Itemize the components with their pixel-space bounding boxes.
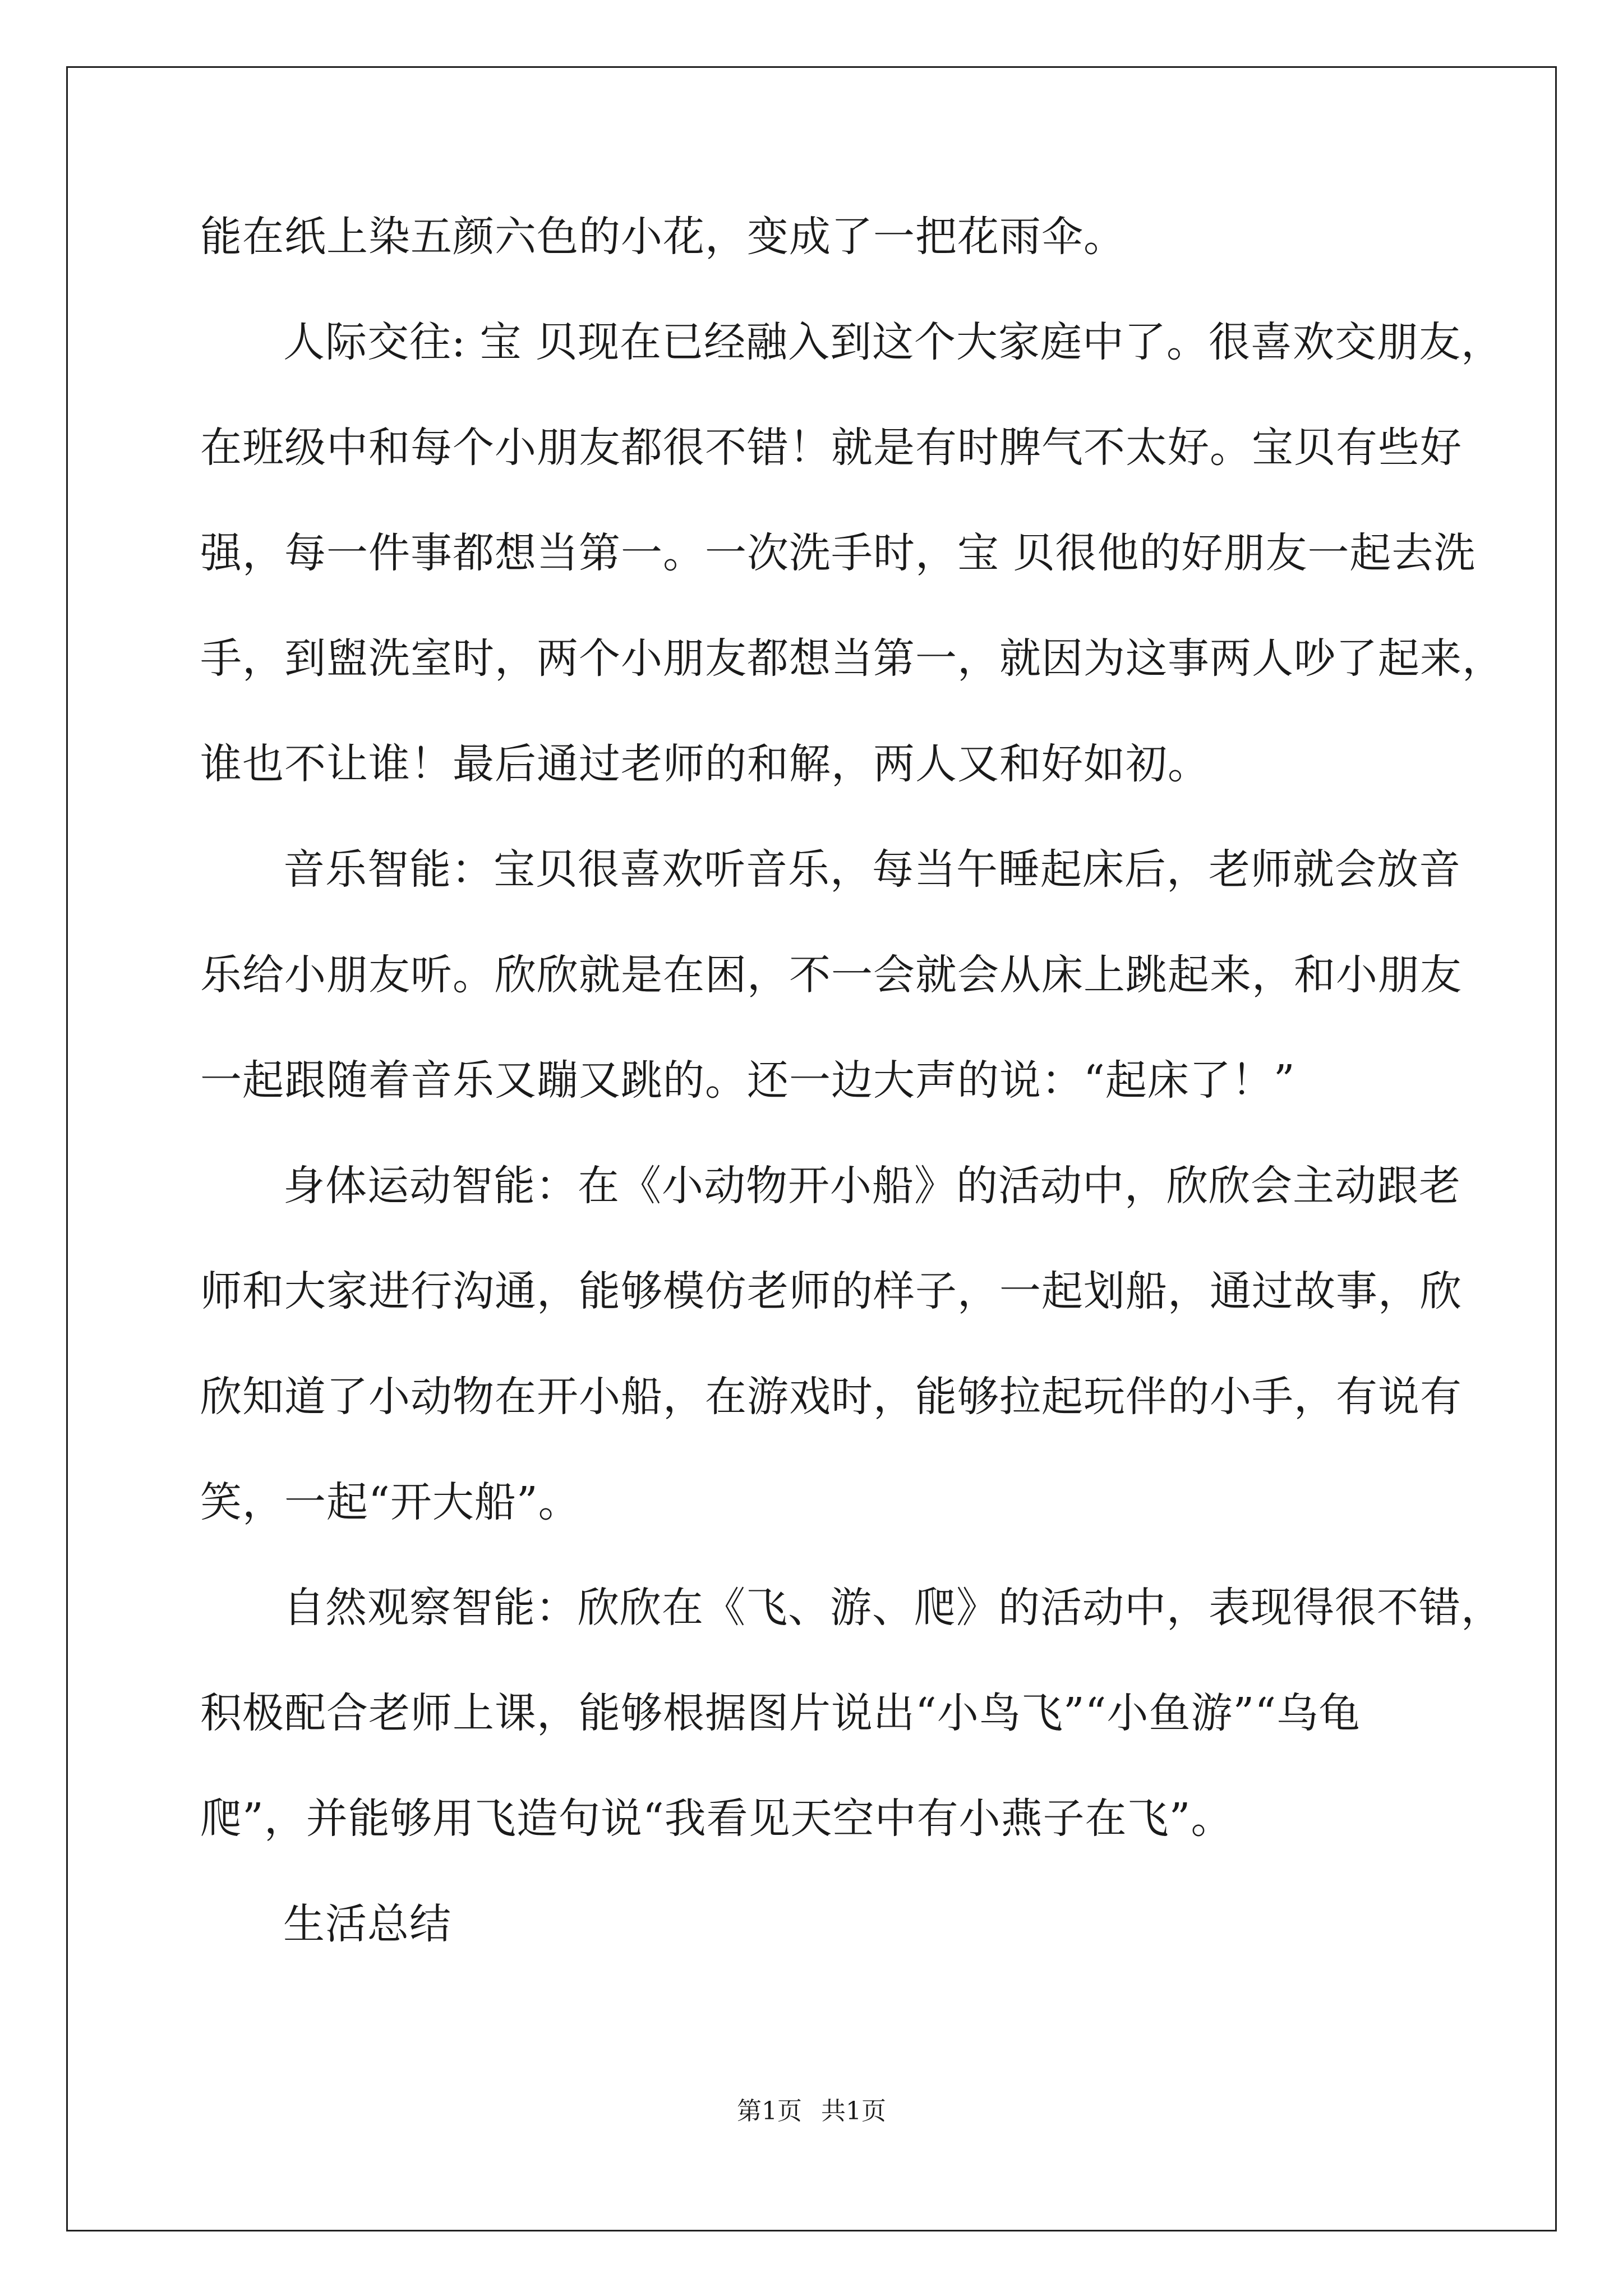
page-number-current: 第1页 bbox=[737, 2097, 802, 2125]
text-line: 能在纸上染五颜六色的小花，变成了一把花雨伞。 bbox=[200, 213, 1126, 261]
document-body bbox=[200, 213, 1504, 2009]
paragraph-music: 音乐智能：宝贝很喜欢听音乐，每当午睡起床后，老师就会放音 bbox=[283, 845, 1461, 894]
paragraph-physical: 身体运动智能：在《小动物开小船》的活动中，欣欣会主动跟老 bbox=[283, 1162, 1461, 1210]
text-line: 欣知道了小动物在开小船，在游戏时，能够拉起玩伴的小手，有说有 bbox=[200, 1373, 1462, 1421]
paragraph-nature: 自然观察智能：欣欣在《飞、游、爬》的活动中，表现得很不错， bbox=[283, 1584, 1503, 1632]
text-line: 师和大家进行沟通，能够模仿老师的样子，一起划船，通过故事，欣 bbox=[200, 1267, 1462, 1315]
text-line: 强，每一件事都想当第一。一次洗手时，宝 贝很他的好朋友一起去洗 bbox=[200, 529, 1476, 577]
text-line: 手，到盥洗室时，两个小朋友都想当第一，就因为这事两人吵了起来， bbox=[200, 634, 1504, 683]
page-footer bbox=[0, 2099, 1623, 2124]
text-line: 谁也不让谁！最后通过老师的和解，两人又和好如初。 bbox=[200, 740, 1210, 788]
text-line: 乐给小朋友听。欣欣就是在困，不一会就会从床上跳起来，和小朋友 bbox=[200, 951, 1462, 999]
paragraph-interpersonal: 人际交往: 宝 贝现在已经融入到这个大家庭中了。很喜欢交朋友， bbox=[283, 318, 1503, 366]
text-line: 爬”，并能够用飞造句说“我看见天空中有小燕子在飞”。 bbox=[200, 1795, 1233, 1843]
section-heading-life-summary: 生活总结 bbox=[283, 1900, 451, 1948]
text-line: 一起跟随着音乐又蹦又跳的。还一边大声的说：“起床了！” bbox=[200, 1056, 1295, 1105]
text-line: 在班级中和每个小朋友都很不错！就是有时脾气不太好。宝贝有些好 bbox=[200, 424, 1462, 472]
page-number-total: 共1页 bbox=[821, 2097, 886, 2125]
text-line: 积极配合老师上课，能够根据图片说出“小鸟飞”“小鱼游”“乌龟 bbox=[200, 1689, 1361, 1737]
text-line: 笑，一起“开大船”。 bbox=[200, 1478, 580, 1526]
